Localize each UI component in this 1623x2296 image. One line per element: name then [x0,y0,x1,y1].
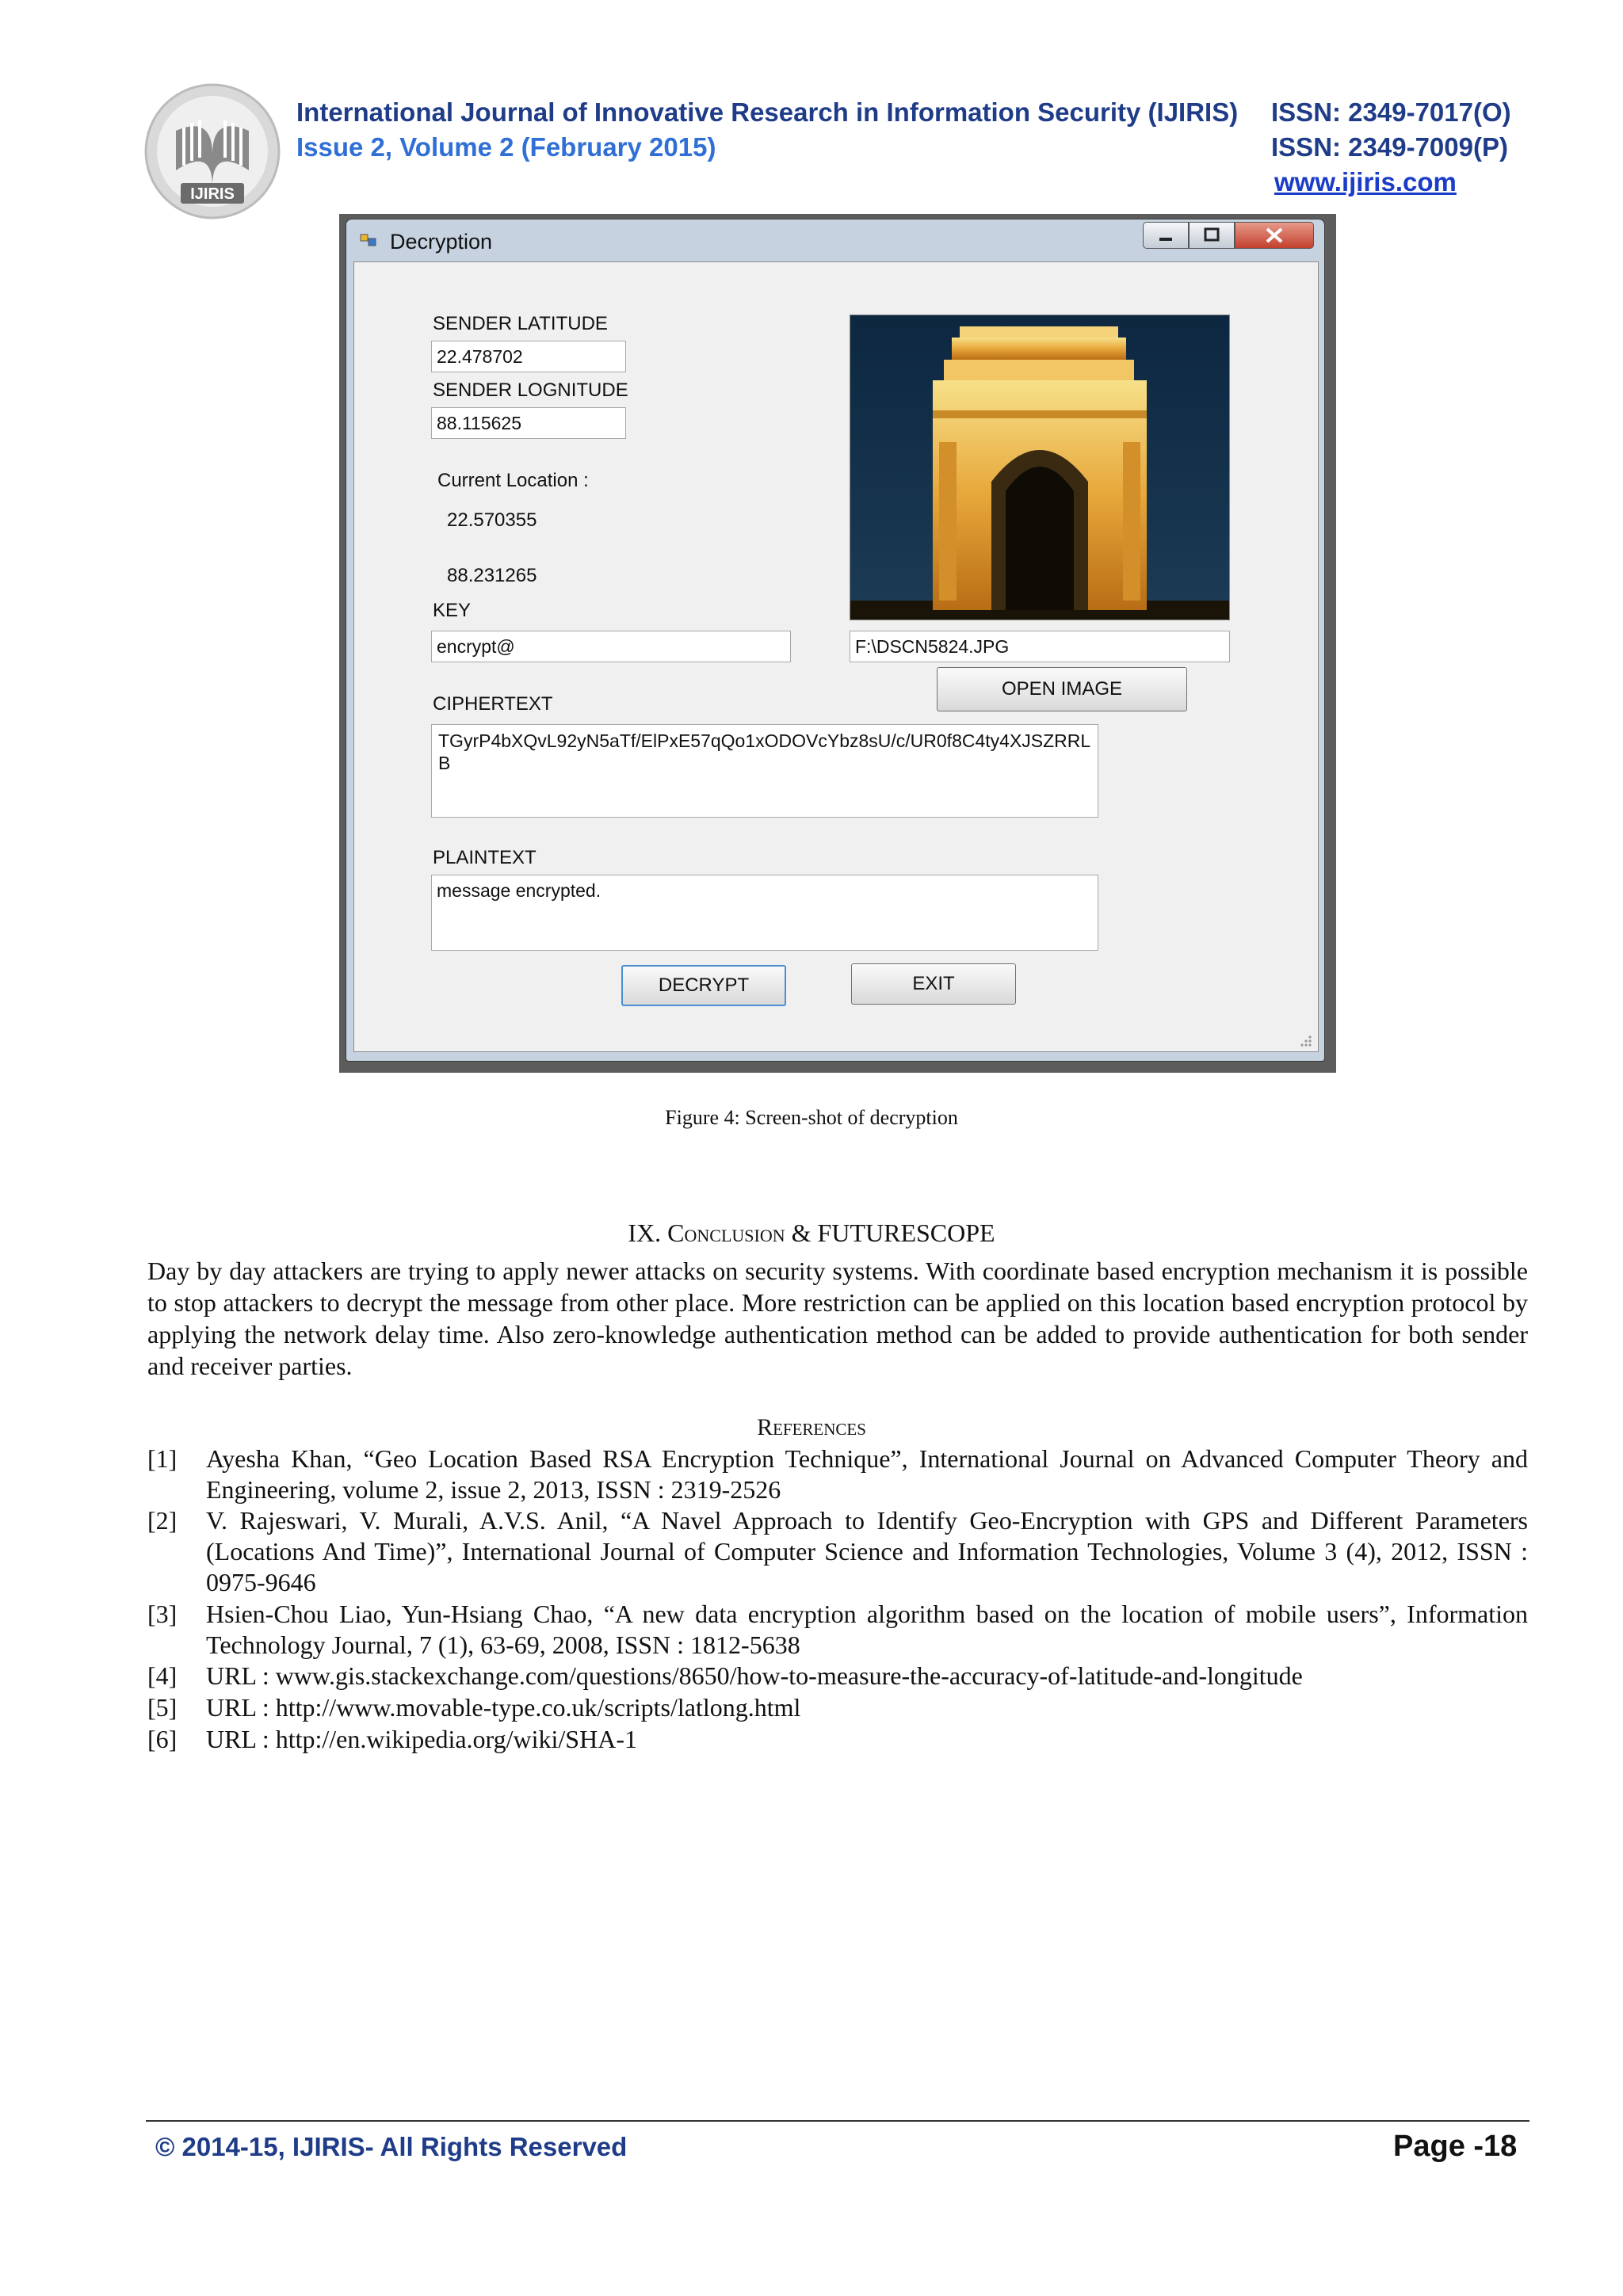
reference-item [147,1505,1528,1600]
reference-text: V. Rajeswari, V. Murali, A.V.S. Anil, “A Navel Approach to Identify Geo-Encryption with GPS and Different Parameters (Locations And Time)”, International Journal of Computer Science and Information Technologies, Volume 3 (4), 2012, ISSN : 0975-9646 [206,1506,1528,1596]
sender-longitude-field[interactable]: 88.115625 [431,407,626,439]
ciphertext-line: TGyrP4bXQvL92yN5aTf/ElPxE57qQo1xODOVcYbz8sU/c/UR0f8C4ty4XJSZRRL [438,730,1091,751]
plaintext-label: PLAINTEXT [433,847,537,868]
reference-text[interactable]: URL : www.gis.stackexchange.com/questions/8650/how-to-measure-the-accuracy-of-latitude-and-longitude [206,1661,1303,1690]
current-latitude-value: 22.570355 [447,509,537,531]
section-heading [0,1217,1623,1249]
sender-latitude-label: SENDER LATITUDE [433,313,608,334]
reference-item [147,1661,1528,1692]
app-icon [360,231,377,249]
reference-number: [3] [147,1600,178,1628]
reference-number: [4] [147,1661,178,1690]
issue-volume: Issue 2, Volume 2 (February 2015) [296,132,716,162]
references-heading: References [757,1414,866,1440]
minimize-button[interactable] [1143,222,1189,249]
footer-divider [146,2120,1529,2122]
close-button[interactable] [1235,222,1314,249]
decrypt-button[interactable]: DECRYPT [621,965,786,1006]
reference-item [147,1599,1528,1662]
reference-item [147,1692,1528,1724]
close-icon [1235,223,1313,248]
ciphertext-field[interactable] [431,724,1098,818]
ciphertext-line: B [438,753,451,773]
sender-latitude-field[interactable]: 22.478702 [431,341,626,372]
resize-grip-icon[interactable] [1298,1033,1312,1047]
ciphertext-label: CIPHERTEXT [433,693,553,715]
open-image-button[interactable]: OPEN IMAGE [937,667,1187,711]
minimize-icon [1144,223,1188,248]
image-path-field[interactable]: F:\DSCN5824.JPG [850,631,1230,662]
issn-online: ISSN: 2349-7017(O) [1271,97,1511,127]
figure-caption: Figure 4: Screen-shot of decryption [665,1106,958,1129]
reference-number: [2] [147,1506,178,1535]
sender-longitude-label: SENDER LOGNITUDE [433,379,628,401]
ijiris-logo [144,83,281,219]
reference-number: [5] [147,1693,178,1722]
maximize-button[interactable] [1189,222,1235,249]
page-number: Page -18 [1393,2130,1518,2163]
section-title-rest: & FUTURESCOPE [785,1219,995,1247]
reference-text[interactable]: URL : http://en.wikipedia.org/wiki/SHA-1 [206,1725,637,1753]
reference-text[interactable]: URL : http://www.movable-type.co.uk/scripts/latlong.html [206,1693,801,1722]
reference-item [147,1444,1528,1507]
exit-button[interactable]: EXIT [851,963,1016,1005]
reference-number: [6] [147,1725,178,1753]
section-title-smallcaps: Conclusion [667,1219,785,1247]
reference-item [147,1724,1528,1756]
current-longitude-value: 88.231265 [447,565,537,586]
reference-text: Hsien-Chou Liao, Yun-Hsiang Chao, “A new data encryption algorithm based on the location of mobile users”, Information Technology Journal, 7 (1), 63-69, 2008, ISSN : 1812-5638 [206,1600,1528,1659]
maximize-icon [1190,223,1234,248]
svg-text:IJIRIS: IJIRIS [190,185,235,203]
conclusion-paragraph: Day by day attackers are trying to apply newer attacks on security systems. With coordinate based encryption mechanism it is possible to stop attackers to decrypt the message from other place. More restriction can be applied on this location based encryption protocol by applying the network delay time. Also zero-knowledge authentication method can be added to provide authentication for both sender and receiver parties. [147,1257,1528,1380]
window-title: Decryption [390,230,493,254]
copyright-notice: © 2014-15, IJIRIS- All Rights Reserved [155,2132,628,2161]
key-label: KEY [433,600,472,621]
current-location-label: Current Location : [437,470,589,491]
key-field[interactable]: encrypt@ [431,631,791,662]
website-link[interactable]: www.ijiris.com [1274,167,1457,196]
plaintext-field[interactable]: message encrypted. [431,875,1098,951]
india-gate-photo [850,315,1229,620]
section-number: IX. [628,1219,662,1247]
reference-number: [1] [147,1444,178,1473]
issn-print: ISSN: 2349-7009(P) [1271,132,1508,162]
journal-title: International Journal of Innovative Research in Information Security (IJIRIS) [296,97,1239,127]
reference-text: Ayesha Khan, “Geo Location Based RSA Encryption Technique”, International Journal on Advanced Computer Theory and Engineering, volume 2, issue 2, 2013, ISSN : 2319-2526 [206,1444,1528,1504]
picture-box [850,315,1230,620]
